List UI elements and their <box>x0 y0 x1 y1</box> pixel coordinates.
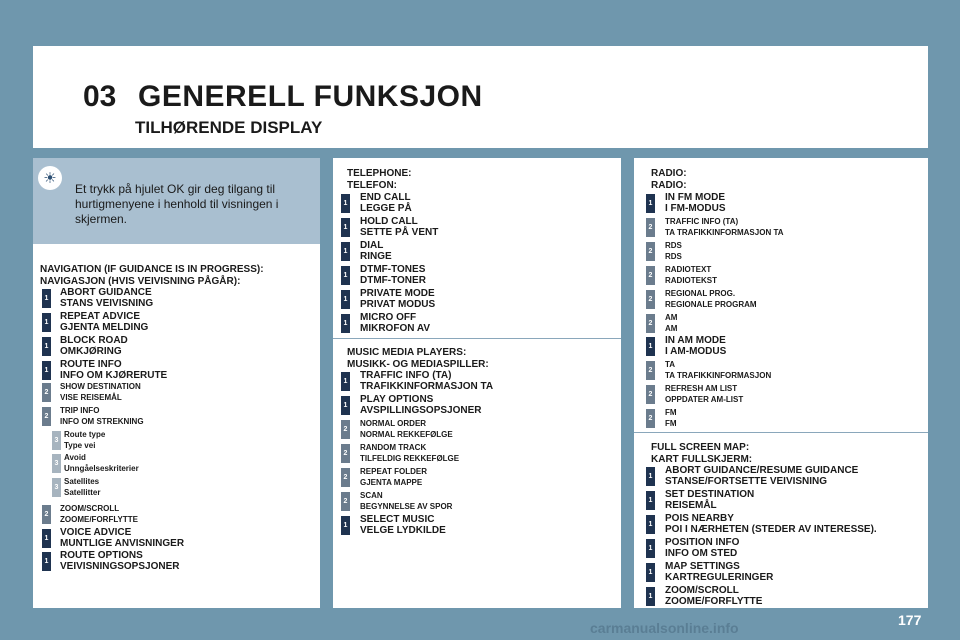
level-badge: 1 <box>646 467 655 486</box>
item-label-en: MICRO OFF <box>360 312 417 323</box>
level-badge: 3 <box>52 478 61 497</box>
chapter-number: 03 <box>83 80 117 113</box>
item-label-en: IN AM MODE <box>665 335 726 346</box>
item-label-en: PLAY OPTIONS <box>360 394 434 405</box>
item-label-no: ZOOME/FORFLYTTE <box>60 515 138 524</box>
item-label-en: BLOCK ROAD <box>60 335 128 346</box>
item-label-no: PRIVAT MODUS <box>360 299 436 310</box>
item-label-no: NORMAL REKKEFØLGE <box>360 430 453 439</box>
level-badge: 1 <box>42 552 51 571</box>
item-label-no: SETTE PÅ VENT <box>360 227 439 238</box>
item-label-no: RDS <box>665 252 682 261</box>
item-label-en: Route type <box>64 430 106 439</box>
item-label-en: POSITION INFO <box>665 537 740 548</box>
item-label-no: VISE REISEMÅL <box>60 393 122 402</box>
item-label-en: REPEAT FOLDER <box>360 467 427 476</box>
fullscreen-heading: FULL SCREEN MAP: KART FULLSKJERM: <box>651 442 753 465</box>
item-label-no: KARTREGULERINGER <box>665 572 774 583</box>
item-label-en: PRIVATE MODE <box>360 288 435 299</box>
item-label-en: DTMF-TONES <box>360 264 426 275</box>
item-label-en: VOICE ADVICE <box>60 527 132 538</box>
item-label-no: GJENTA MAPPE <box>360 478 423 487</box>
middle-divider <box>333 338 621 339</box>
item-label-en: MAP SETTINGS <box>665 561 740 572</box>
item-label-en: SET DESTINATION <box>665 489 755 500</box>
level-badge: 1 <box>341 194 350 213</box>
watermark: carmanualsonline.info <box>590 620 739 636</box>
item-label-en: REPEAT ADVICE <box>60 311 141 322</box>
telephone-heading: TELEPHONE: TELEFON: <box>347 168 412 191</box>
level-badge: 2 <box>42 407 51 426</box>
item-label-en: ZOOM/SCROLL <box>60 504 120 513</box>
item-label-no: TA TRAFIKKINFORMASJON <box>665 371 772 380</box>
sun-icon: ☀ <box>38 166 62 190</box>
item-label-no: MIKROFON AV <box>360 323 430 334</box>
item-label-en: TRIP INFO <box>60 406 100 415</box>
item-label-no: Type vei <box>64 441 96 450</box>
level-badge: 2 <box>42 505 51 524</box>
item-label-no: I FM-MODUS <box>665 203 726 214</box>
item-label-no: OMKJØRING <box>60 346 122 357</box>
note-text: Et trykk på hjulet OK gir deg tilgang til hurtigmenyene i henhold til visningen i skjermen. <box>75 182 279 226</box>
item-label-no: DTMF-TONER <box>360 275 426 286</box>
item-label-en: TA <box>665 360 676 369</box>
item-label-no: TA TRAFIKKINFORMASJON TA <box>665 228 784 237</box>
level-badge: 1 <box>341 396 350 415</box>
level-badge: 1 <box>341 516 350 535</box>
item-label-no: BEGYNNELSE AV SPOR <box>360 502 453 511</box>
level-badge: 1 <box>646 337 655 356</box>
item-label-en: ROUTE INFO <box>60 359 122 370</box>
item-label-en: AM <box>665 313 678 322</box>
level-badge: 2 <box>646 266 655 285</box>
item-label-en: ABORT GUIDANCE <box>60 287 152 298</box>
radio-heading: RADIO: RADIO: <box>651 168 687 191</box>
item-label-en: SCAN <box>360 491 383 500</box>
item-label-no: REISEMÅL <box>665 500 717 511</box>
item-label-no: VELGE LYDKILDE <box>360 525 446 536</box>
item-label-en: ROUTE OPTIONS <box>60 550 143 561</box>
item-label-no: ZOOME/FORFLYTTE <box>665 596 763 607</box>
level-badge: 2 <box>646 218 655 237</box>
item-label-en: END CALL <box>360 192 411 203</box>
right-divider <box>634 432 928 433</box>
level-badge: 2 <box>341 420 350 439</box>
level-badge: 1 <box>646 194 655 213</box>
level-badge: 1 <box>646 515 655 534</box>
level-badge: 1 <box>42 289 51 308</box>
level-badge: 1 <box>341 218 350 237</box>
item-label-en: ZOOM/SCROLL <box>665 585 739 596</box>
item-label-no: Satellitter <box>64 488 101 497</box>
level-badge: 2 <box>646 385 655 404</box>
item-label-no: AVSPILLINGSOPSJONER <box>360 405 482 416</box>
level-badge: 2 <box>646 409 655 428</box>
level-badge: 1 <box>646 539 655 558</box>
item-label-en: ABORT GUIDANCE/RESUME GUIDANCE <box>665 465 859 476</box>
item-label-no: RINGE <box>360 251 392 262</box>
item-label-no: LEGGE PÅ <box>360 203 412 214</box>
level-badge: 2 <box>646 314 655 333</box>
item-label-en: DIAL <box>360 240 384 251</box>
item-label-no: GJENTA MELDING <box>60 322 149 333</box>
item-label-no: OPPDATER AM-LIST <box>665 395 744 404</box>
level-badge: 2 <box>341 492 350 511</box>
item-label-no: STANS VEIVISNING <box>60 298 154 309</box>
item-label-no: TILFELDIG REKKEFØLGE <box>360 454 460 463</box>
level-badge: 2 <box>646 290 655 309</box>
item-label-no: POI I NÆRHETEN (STEDER AV INTERESSE). <box>665 524 877 535</box>
item-label-en: Satellites <box>64 477 100 486</box>
item-label-no: REGIONALE PROGRAM <box>665 300 757 309</box>
level-badge: 2 <box>341 468 350 487</box>
item-label-no: RADIOTEKST <box>665 276 717 285</box>
item-label-en: POIS NEARBY <box>665 513 734 524</box>
item-label-en: REGIONAL PROG. <box>665 289 736 298</box>
item-label-no: MUNTLIGE ANVISNINGER <box>60 538 185 549</box>
level-badge: 3 <box>52 431 61 450</box>
item-label-no: INFO OM KJØRERUTE <box>60 370 168 381</box>
page-number: 177 <box>898 612 922 628</box>
page-title: GENERELL FUNKSJON <box>138 80 483 113</box>
level-badge: 1 <box>646 491 655 510</box>
level-badge: 2 <box>341 444 350 463</box>
level-badge: 1 <box>42 313 51 332</box>
item-label-en: HOLD CALL <box>360 216 418 227</box>
item-label-no: I AM-MODUS <box>665 346 727 357</box>
item-label-no: INFO OM STREKNING <box>60 417 144 426</box>
item-label-en: IN FM MODE <box>665 192 725 203</box>
item-label-en: RANDOM TRACK <box>360 443 427 452</box>
level-badge: 2 <box>646 242 655 261</box>
item-label-en: TRAFFIC INFO (TA) <box>665 217 739 226</box>
level-badge: 1 <box>646 587 655 606</box>
level-badge: 1 <box>42 337 51 356</box>
item-label-en: FM <box>665 408 677 417</box>
level-badge: 2 <box>646 361 655 380</box>
level-badge: 1 <box>341 372 350 391</box>
level-badge: 1 <box>341 242 350 261</box>
music-heading: MUSIC MEDIA PLAYERS: MUSIKK- OG MEDIASPILLER: <box>347 347 489 370</box>
item-label-no: VEIVISNINGSOPSJONER <box>60 561 180 572</box>
item-label-en: SHOW DESTINATION <box>60 382 141 391</box>
item-label-en: REFRESH AM LIST <box>665 384 738 393</box>
item-label-en: RDS <box>665 241 682 250</box>
item-label-no: Unngåelseskriterier <box>64 464 139 473</box>
item-label-en: TRAFFIC INFO (TA) <box>360 370 452 381</box>
item-label-en: RADIOTEXT <box>665 265 712 274</box>
item-label-en: SELECT MUSIC <box>360 514 435 525</box>
level-badge: 1 <box>341 266 350 285</box>
level-badge: 1 <box>341 314 350 333</box>
item-label-en: NORMAL ORDER <box>360 419 427 428</box>
page-subtitle: TILHØRENDE DISPLAY <box>135 118 323 137</box>
item-label-no: FM <box>665 419 677 428</box>
navigation-heading: NAVIGATION (IF GUIDANCE IS IN PROGRESS): NAVIGASJON (HVIS VEIVISNING PÅGÅR): <box>40 264 264 287</box>
level-badge: 1 <box>646 563 655 582</box>
item-label-no: STANSE/FORTSETTE VEIVISNING <box>665 476 828 487</box>
level-badge: 1 <box>341 290 350 309</box>
level-badge: 1 <box>42 361 51 380</box>
level-badge: 3 <box>52 454 61 473</box>
level-badge: 2 <box>42 383 51 402</box>
item-label-en: Avoid <box>64 453 86 462</box>
item-label-no: TRAFIKKINFORMASJON TA <box>360 381 494 392</box>
item-label-no: INFO OM STED <box>665 548 738 559</box>
item-label-no: AM <box>665 324 678 333</box>
level-badge: 1 <box>42 529 51 548</box>
